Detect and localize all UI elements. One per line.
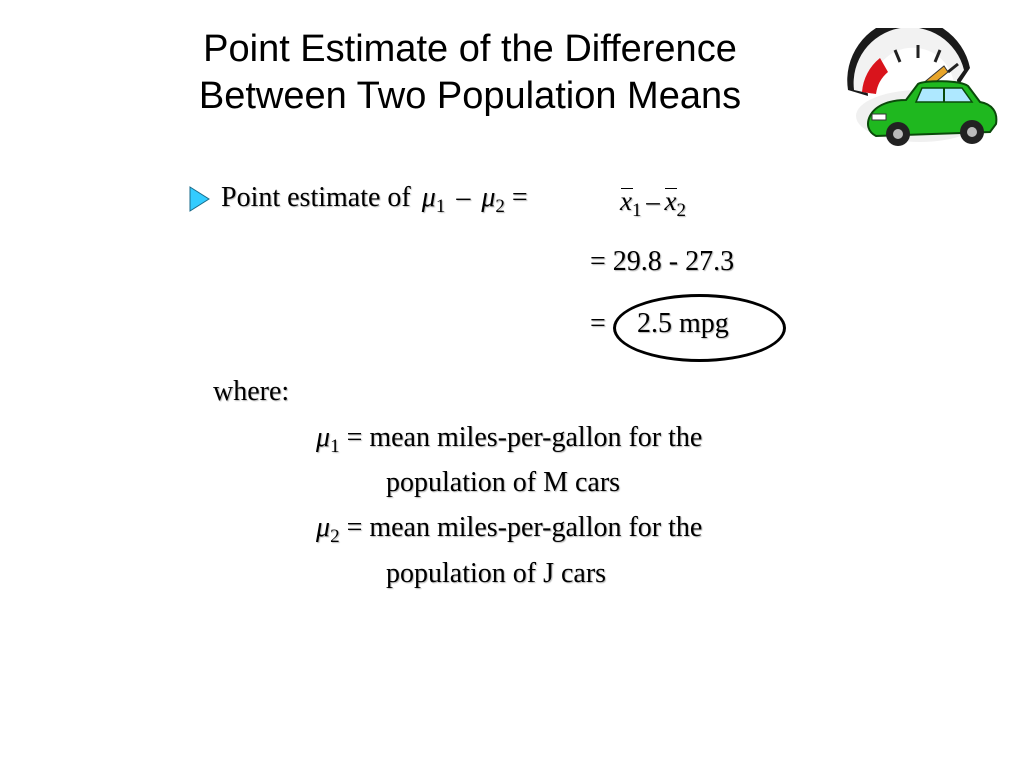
- mu2-subscript: 2: [495, 196, 505, 217]
- mu2-subscript: 2: [330, 526, 340, 547]
- title-line-2: Between Two Population Means: [198, 75, 742, 117]
- mu1-definition-cont: population of M cars: [386, 467, 621, 498]
- xbar1-subscript: 1: [631, 200, 642, 221]
- mu1-subscript: 1: [330, 436, 340, 457]
- mu2-definition: [316, 512, 703, 547]
- mu2-definition-cont: population of J cars: [386, 558, 607, 589]
- lead-text: Point estimate of: [221, 182, 411, 213]
- xbar1-symbol: x: [620, 186, 632, 216]
- where-label: where:: [213, 376, 290, 407]
- definition-text: = mean miles-per-gallon for the: [346, 422, 703, 453]
- calculation-step: = 29.8 - 27.3: [590, 246, 735, 277]
- mu1-definition: [316, 422, 703, 457]
- result-equals: =: [590, 308, 606, 339]
- minus-sign: –: [456, 182, 471, 213]
- mu-symbol: μ: [316, 512, 331, 543]
- mu1-subscript: 1: [435, 196, 446, 217]
- definition-text: = mean miles-per-gallon for the: [346, 512, 703, 543]
- speedometer-car-icon: [840, 28, 1002, 150]
- xbar2-symbol: x: [664, 186, 677, 216]
- equals-sign: =: [511, 182, 528, 213]
- mu-symbol: μ: [421, 182, 436, 213]
- xbar-difference: [620, 186, 686, 221]
- slide-title: [120, 26, 820, 120]
- mu-symbol: μ: [316, 422, 331, 453]
- mu-symbol: μ: [481, 182, 496, 213]
- xbar2-subscript: 2: [676, 200, 686, 221]
- point-estimate-line: [221, 182, 528, 217]
- title-line-1: Point Estimate of the Difference: [203, 28, 737, 70]
- triangle-bullet-icon: [187, 185, 211, 213]
- result-value: 2.5 mpg: [637, 308, 729, 339]
- minus-sign: –: [646, 186, 660, 216]
